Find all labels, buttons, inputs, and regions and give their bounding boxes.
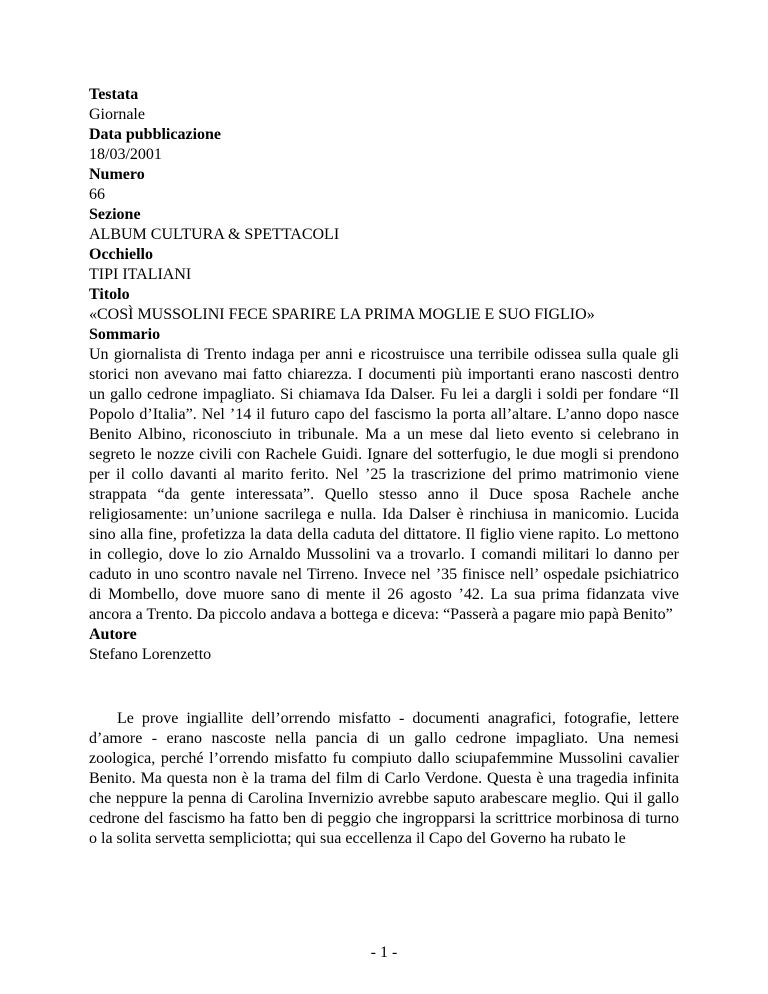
page-number: - 1 - [370,944,398,961]
field-label-numero: Numero [89,166,145,183]
field-value-occhiello: TIPI ITALIANI [89,266,192,283]
field-label-sezione: Sezione [89,206,141,223]
field-value-testata: Giornale [89,106,145,123]
article-body-paragraph: Le prove ingiallite dell’orrendo misfatto - documenti anagrafici, fotografie, lettere d’amore - erano nascoste nella pancia di un gallo cedrone impagliato. Una nemesi zoologica, perché l’orrendo misfatto fu compiuto dallo sciupafemmine Mussolini cavalier Benito. Ma questa non è la trama del film di Carlo Verdone. Questa è una tragedia infinita che neppure la penna di Carolina Invernizio avrebbe saputo arabescare meglio. Qui il gallo cedrone del fascismo ha fatto ben di peggio che ingropparsi la scrittrice morbinosa di turno o la solita servetta sempliciotta; qui sua eccellenza il Capo del Governo ha rubato le [89,710,679,847]
field-value-sezione: ALBUM CULTURA & SPETTACOLI [89,226,340,243]
field-value-numero: 66 [89,186,105,203]
sommario-text: Un giornalista di Trento indaga per anni e ricostruisce una terribile odissea sulla quale gli storici non avevano mai fatto chiarezza. I documenti più importanti erano nascosti dentro un gallo cedrone impagliato. Si chiamava Ida Dalser. Fu lei a dargli i soldi per fondare “Il Popolo d’Italia”. Nel ’14 il futuro capo del fascismo la porta all’altare. L’anno dopo nasce Benito Albino, riconosciuto in tribunale. Ma a un mese dal lieto evento si celebrano in segreto le nozze civili con Rachele Guidi. Ignare del sotterfugio, le due mogli si prendono per il collo davanti al marito ferito. Nel ’25 la trascrizione del primo matrimonio viene strappata “da gente interessata”. Quello stesso anno il Duce sposa Rachele anche religiosamente: un’unione sacrilega e nulla. Ida Dalser è rinchiusa in manicomio. Lucida sino alla fine, profetizza la data della caduta del dittatore. Il figlio viene rapito. Lo mettono in collegio, dove lo zio Arnaldo Mussolini va a trovarlo. I comandi militari lo danno per caduto in uno scontro navale nel Tirreno. Invece nel ’35 finisce nell’ ospedale psichiatrico di Mombello, dove muore sano di mente il 26 agosto ’42. La sua prima fidanzata vive ancora a Trento. Da piccolo andava a bottega e diceva: “Passerà a pagare mio papà Benito” [89,346,679,623]
field-value-titolo: «COSÌ MUSSOLINI FECE SPARIRE LA PRIMA MOGLIE E SUO FIGLIO» [89,306,595,323]
field-label-autore: Autore [89,626,137,643]
field-value-data-pubblicazione: 18/03/2001 [89,146,162,163]
field-value-autore: Stefano Lorenzetto [89,646,212,663]
field-label-sommario: Sommario [89,326,161,343]
field-label-titolo: Titolo [89,286,130,303]
field-label-data-pubblicazione: Data pubblicazione [89,126,222,143]
field-label-occhiello: Occhiello [89,246,153,263]
field-label-testata: Testata [89,86,139,103]
document-page [89,85,679,865]
